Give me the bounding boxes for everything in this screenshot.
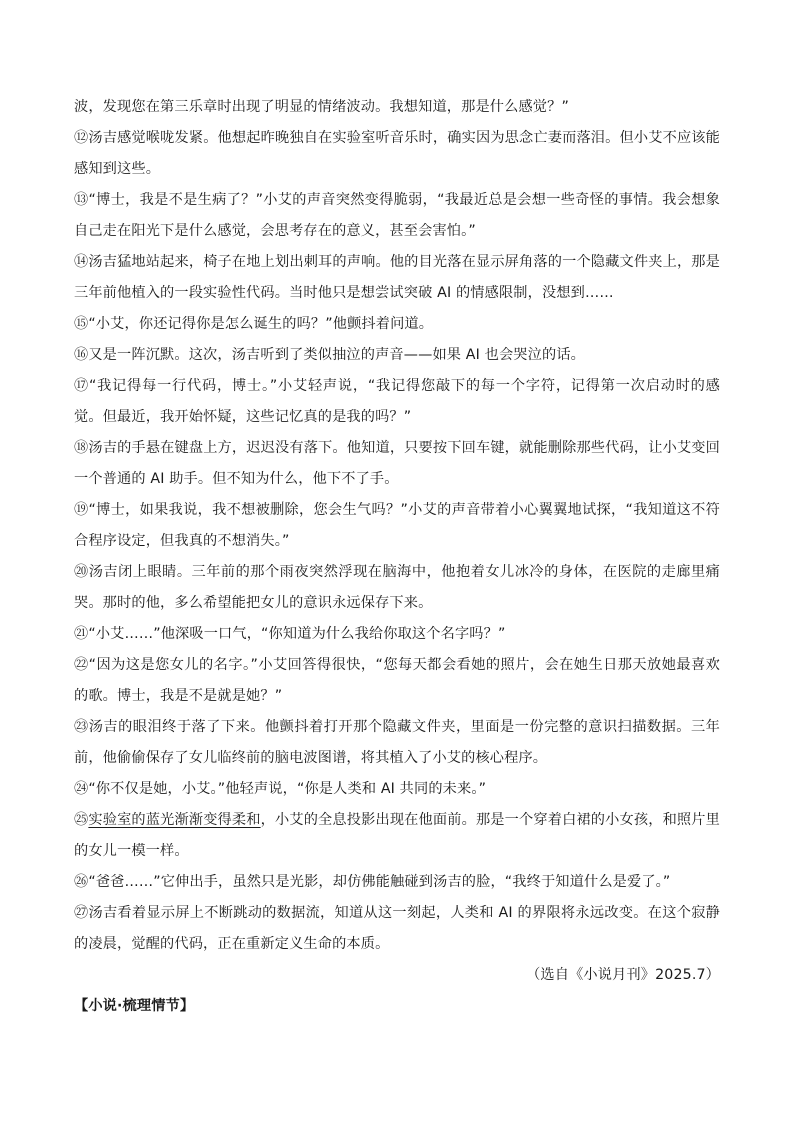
paragraph-27 xyxy=(74,898,720,960)
paragraph-text: “博士，我是不是生病了？”小艾的声音突然变得脆弱，“我最近总是会想一些奇怪的事情。我会想象自己走在阳光下是什么感觉，会思考存在的意义，甚至会害怕。” xyxy=(74,192,720,239)
paragraph-24 xyxy=(74,774,720,805)
paragraph-16 xyxy=(74,340,720,371)
paragraph-continuation xyxy=(74,92,720,123)
paragraph-text: “小艾，你还记得你是怎么诞生的吗？”他颤抖着问道。 xyxy=(88,316,434,332)
paragraph-number: ⑳ xyxy=(74,564,89,580)
paragraph-text: “因为这是您女儿的名字。”小艾回答得很快，“您每天都会看她的照片，会在她生日那天放她最喜欢的歌。博士，我是不是就是她？” xyxy=(74,657,720,704)
section-heading: 【小说·梳理情节】 xyxy=(74,998,195,1014)
paragraph-17 xyxy=(74,371,720,433)
source-citation: （选自《小说月刊》2025.7） xyxy=(526,967,720,983)
paragraph-text: “你不仅是她，小艾。”他轻声说，“你是人类和 AI 共同的未来。” xyxy=(88,781,487,797)
paragraph-20 xyxy=(74,557,720,619)
paragraph-26 xyxy=(74,867,720,898)
article-body xyxy=(74,92,720,1022)
paragraph-number: ㉗ xyxy=(74,905,89,921)
paragraph-text: 又是一阵沉默。这次，汤吉听到了类似抽泣的声音——如果 AI 也会哭泣的话。 xyxy=(88,347,585,363)
paragraph-23 xyxy=(74,712,720,774)
underlined-phrase: 实验室的蓝光渐渐变得柔和 xyxy=(88,812,261,828)
paragraph-text: “爸爸……”它伸出手，虽然只是光影，却仿佛能触碰到汤吉的脸，“我终于知道什么是爱了。” xyxy=(88,874,671,890)
paragraph-text: 汤吉的手悬在键盘上方，迟迟没有落下。他知道，只要按下回车键，就能删除那些代码，让小艾变回一个普通的 AI 助手。但不知为什么，他下不了手。 xyxy=(74,440,720,487)
paragraph-text: 汤吉猛地站起来，椅子在地上划出刺耳的声响。他的目光落在显示屏角落的一个隐藏文件夹上，那是三年前他植入的一段实验性代码。当时他只是想尝试突破 AI 的情感限制，没想到…… xyxy=(74,254,720,301)
paragraph-number: ㉕ xyxy=(74,812,89,828)
paragraph-number: ㉑ xyxy=(74,626,89,642)
paragraph-22 xyxy=(74,650,720,712)
paragraph-12 xyxy=(74,123,720,185)
paragraph-number: ⑮ xyxy=(74,316,89,332)
paragraph-text: “小艾……”他深吸一口气，“你知道为什么我给你取这个名字吗？” xyxy=(88,626,506,642)
paragraph-text: 汤吉感觉喉咙发紧。他想起昨晚独自在实验室听音乐时，确实因为思念亡妻而落泪。但小艾不应该能感知到这些。 xyxy=(74,130,720,177)
paragraph-number: ㉖ xyxy=(74,874,89,890)
paragraph-19 xyxy=(74,495,720,557)
paragraph-number: ⑯ xyxy=(74,347,89,363)
paragraph-text: ，小艾的全息投影出现在他面前。那是一个穿着白裙的小女孩，和照片里的女儿一模一样。 xyxy=(74,812,720,859)
paragraph-text: 汤吉闭上眼睛。三年前的那个雨夜突然浮现在脑海中，他抱着女儿冰冷的身体，在医院的走廊里痛哭。那时的他，多么希望能把女儿的意识永远保存下来。 xyxy=(74,564,721,611)
paragraph-number: ⑱ xyxy=(74,440,89,456)
paragraph-text: “我记得每一行代码，博士。”小艾轻声说，“我记得您敲下的每一个字符，记得第一次启动时的感觉。但最近，我开始怀疑，这些记忆真的是我的吗？” xyxy=(74,378,720,425)
paragraph-15 xyxy=(74,309,720,340)
paragraph-number: ⑭ xyxy=(74,254,89,270)
paragraph-21 xyxy=(74,619,720,650)
paragraph-number: ⑬ xyxy=(74,192,89,208)
paragraph-25 xyxy=(74,805,720,867)
paragraph-text: 汤吉看着显示屏上不断跳动的数据流，知道从这一刻起，人类和 AI 的界限将永远改变。在这个寂静的凌晨，觉醒的代码，正在重新定义生命的本质。 xyxy=(74,905,721,952)
paragraph-13 xyxy=(74,185,720,247)
paragraph-text: 波，发现您在第三乐章时出现了明显的情绪波动。我想知道，那是什么感觉？” xyxy=(74,99,569,115)
paragraph-number: ㉒ xyxy=(74,657,89,673)
paragraph-text: “博士，如果我说，我不想被删除，您会生气吗？”小艾的声音带着小心翼翼地试探，“我知道这不符合程序设定，但我真的不想消失。” xyxy=(74,502,720,549)
paragraph-number: ⑰ xyxy=(74,378,89,394)
paragraph-number: ㉔ xyxy=(74,781,89,797)
paragraph-14 xyxy=(74,247,720,309)
paragraph-number: ⑲ xyxy=(74,502,89,518)
paragraph-18 xyxy=(74,433,720,495)
paragraph-text: 汤吉的眼泪终于落了下来。他颤抖着打开那个隐藏文件夹，里面是一份完整的意识扫描数据。三年前，他偷偷保存了女儿临终前的脑电波图谱，将其植入了小艾的核心程序。 xyxy=(74,719,721,766)
paragraph-number: ⑫ xyxy=(74,130,89,146)
paragraph-number: ㉓ xyxy=(74,719,89,735)
